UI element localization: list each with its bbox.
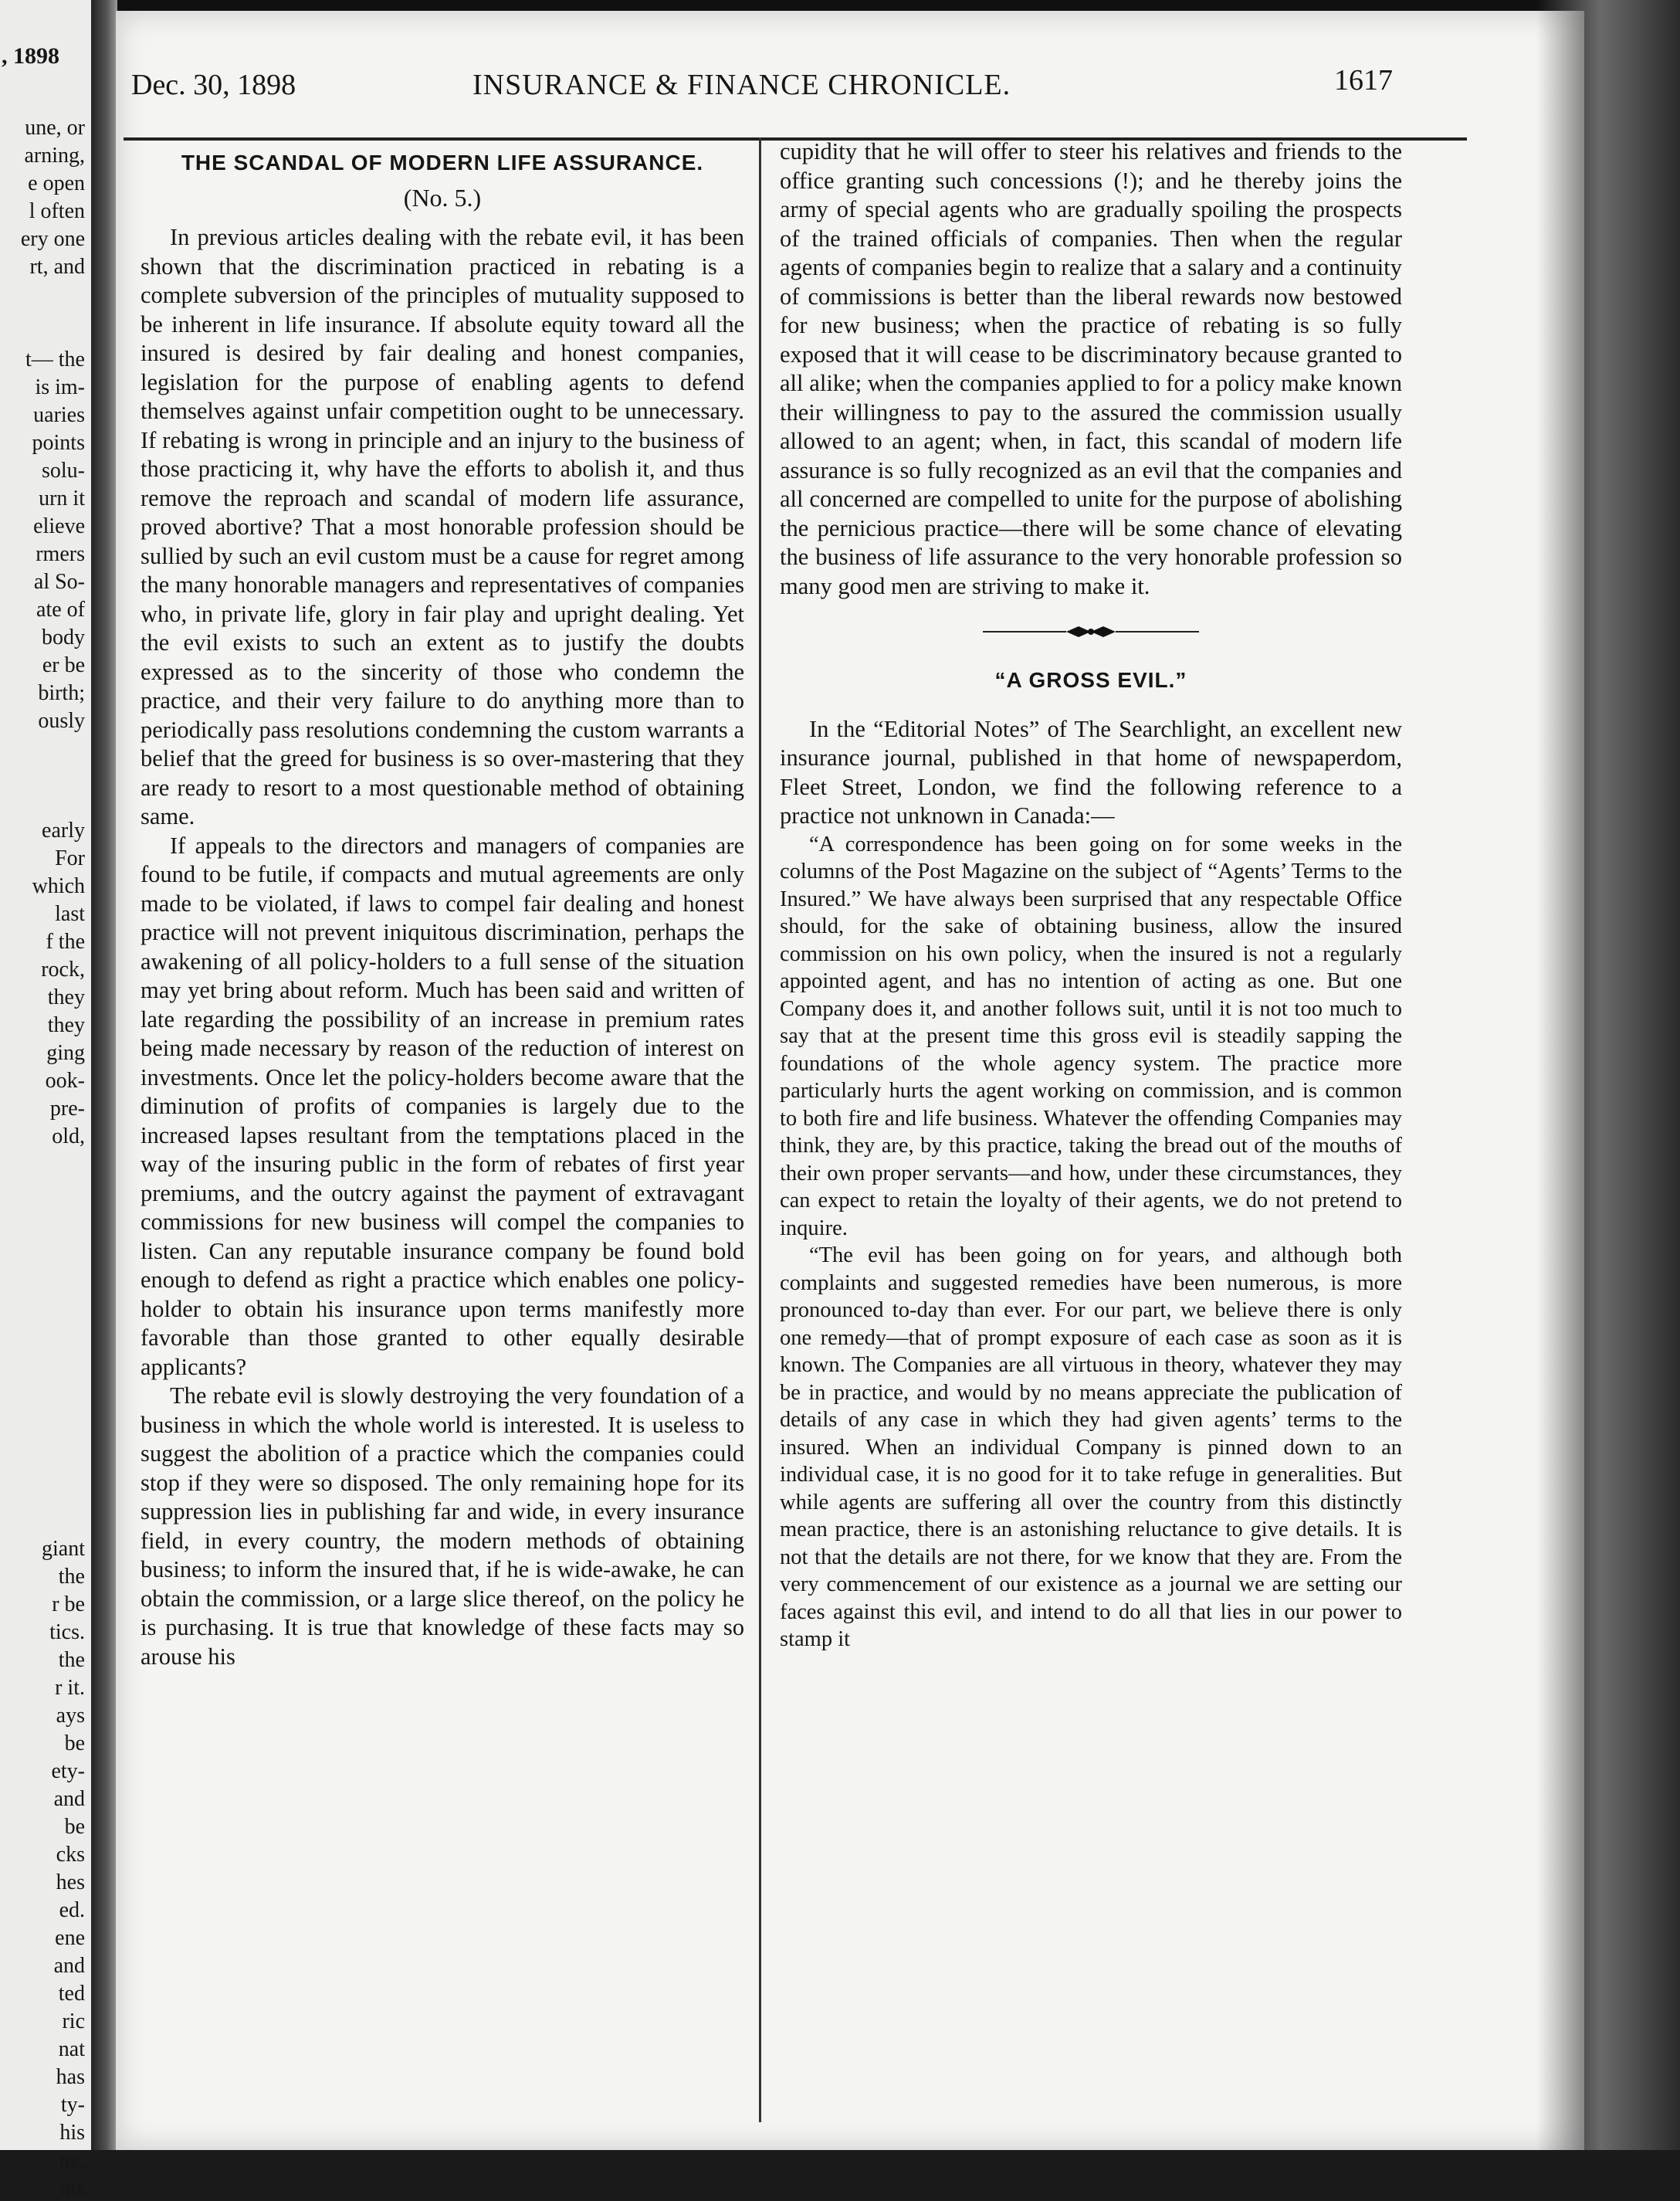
left-page-fragment: r be (52, 1592, 85, 1616)
left-page-fragment: arning, (24, 144, 85, 168)
left-page-fragment: early (42, 819, 85, 843)
left-page-fragment: and (53, 1787, 85, 1811)
left-page-fragment: ric (62, 2009, 85, 2033)
left-page-fragment: the (58, 1565, 85, 1589)
left-page-fragment: nts (59, 2176, 85, 2200)
quoted-paragraph-2: “The evil has been going on for years, and although both complaints and suggested remedies have been numerous, is more pronounced to-day than ever. For our part, we believe there is only one remedy—that of prompt exposure of each case as soon as it is known. The Companies are all virtuous in theory, whatever they may be in practice, and would by no means appreciate the publication of details of any case in which they had given agents’ terms to the insured. When an individual Company is pinned down to an individual case, it is no good for it to take refuge in generalities. But while agents are suffering all over the country from this distinctly mean practice, there is an astonishing reluctance to give details. It is not that the details are not there, for we know that they are. From the very commencement of our existence as a journal we are setting our faces against this evil, and intend to do all that lies in our power to stamp it (780, 1243, 1402, 1651)
left-page-fragment: t— the (25, 348, 85, 371)
left-page-fragment: rmers (36, 542, 85, 566)
column-right (780, 137, 1402, 1653)
left-page-fragment: hes (56, 1870, 85, 1894)
left-page-fragment: they (47, 1013, 85, 1037)
left-page-fragment: they (47, 985, 85, 1009)
left-page-fragment: is im- (35, 375, 85, 399)
left-page-fragment: birth; (38, 681, 85, 705)
left-page-fragment: pre- (49, 1097, 85, 1121)
left-page-fragment: points (32, 431, 85, 455)
left-page-fragment: ays (56, 1704, 85, 1728)
column-divider (759, 137, 761, 2122)
left-page-fragment: ed. (59, 1898, 85, 1922)
left-page-fragment: has (56, 2065, 85, 2089)
left-page-fragment: cks (56, 1843, 85, 1867)
header-journal-title: INSURANCE & FINANCE CHRONICLE. (472, 69, 1011, 101)
left-page-fragment: the (58, 1648, 85, 1672)
header-date: Dec. 30, 1898 (131, 69, 296, 101)
left-page-fragment: une, or (25, 116, 85, 140)
article-number: (No. 5.) (403, 183, 482, 212)
left-page-edge (0, 0, 96, 2200)
left-page-fragment: giant (42, 1537, 85, 1561)
section-ornament (983, 624, 1199, 639)
left-page-fragment: be (64, 1815, 85, 1839)
article-title-gross-evil: “A GROSS EVIL.” (994, 668, 1187, 692)
left-page-fragment: ging (46, 1041, 85, 1065)
left-page-fragment: For (55, 846, 85, 870)
left-page-fragment: nat (58, 2037, 85, 2061)
left-page-fragment: ate of (36, 598, 85, 622)
left-page-fragment: l often (29, 199, 85, 223)
quoted-paragraph-1: “A correspondence has been going on for some weeks in the columns of the Post Magazine on the subject of “Agents’ Terms to the Insured.” We have always been surprised that any respectable Office should, for the sake of obtaining business, allow the insured commission on his own policy, when the insured is not a regularly appointed agent, and has no intention of acting as one. But one Company does it, and another follows suit, until it is not too much to say that at the present time this gross evil is steadily sapping the foundations of the whole agency system. The practice more particularly hurts the agent working on commission, and is common to both fire and life business. Whatever the offending Companies may think, they are, by this practice, taking the bread out of the mouths of their own proper servants—and how, under these circumstances, they can expect to retain the loyalty of their agents, we do not pretend to inquire. (780, 832, 1402, 1240)
left-page-fragment: rock, (41, 958, 85, 982)
left-page-fragment: ne, (59, 2148, 85, 2172)
left-page-fragment: ously (38, 709, 85, 733)
article-paragraph-2: If appeals to the directors and managers of companies are found to be futile, if compacts and mutual agreements are only made to be violated, if laws to compel fair dealing and honest practice will not prevent iniquitous discrimination, perhaps the awakening of all policy-holders to a full sense of the situation may yet bring about reform. Much has been said and written of late regarding the possibility of an increase in premium rates being made necessary by reason of the reduction of interest on investments. Once let the policy-holders become aware that the diminution of profits of companies is largely due to the increased lapses resultant from the temptations placed in the way of the insuring public in the form of rebates of first year premiums, and the outcry against the payment of extravagant commissions for new business will compel the companies to listen. Can any reputable insurance company be found bold enough to defend as right a practice which enables one policy-holder to obtain his insurance upon terms manifestly more favorable than those granted to other equally desirable applicants? (141, 832, 744, 1380)
left-page-fragment: and (53, 1954, 85, 1978)
left-page-fragment: al So- (33, 570, 85, 594)
left-page-date-fragment: , 1898 (2, 43, 59, 69)
article-title: THE SCANDAL OF MODERN LIFE ASSURANCE. (181, 151, 704, 175)
left-page-fragment: ety- (51, 1759, 85, 1783)
left-page-fragment: e open (28, 171, 85, 195)
left-page-fragment: ery one (20, 227, 85, 251)
page-edge-shadow (1536, 0, 1680, 2150)
left-page-fragment: urn it (39, 487, 85, 510)
left-page-fragment: ene (55, 1926, 85, 1950)
left-page-fragment: er be (42, 653, 85, 677)
left-page-fragment: rt, and (29, 255, 85, 279)
left-page-fragment: f the (46, 930, 85, 954)
article-paragraph-3-continued: cupidity that he will offer to steer his relatives and friends to the office granting such concessions (!); and he thereby joins the army of special agents who are gradually spoiling the prospects of the trained officials of companies. Then when the regular agents of companies begin to realize that a salary and a continuity of commissions is better than the liberal rewards now bestowed for new business; when the practice of rebating is so fully exposed that it will cease to be discriminatory because granted to all alike; when the companies applied to for a policy make known their willingness to pay to the assured the commission usually allowed to an agent; when, in fact, this scandal of modern life assurance is so fully recognized as an evil that the companies and all concerned are compelled to unite for the purpose of abolishing the pernicious practice—there will be some chance of elevating the business of life assurance to the very honorable profession so many good men are striving to make it. (780, 138, 1402, 599)
left-page-fragment: body (42, 626, 85, 649)
left-page-fragment: last (55, 902, 85, 926)
left-page-fragment: solu- (42, 459, 85, 483)
left-page-fragment: be (64, 1731, 85, 1755)
left-page-fragment: which (32, 874, 85, 898)
left-page-fragment: ted (58, 1982, 85, 2006)
left-page-fragment: ook- (45, 1069, 85, 1093)
left-page-fragment: ty- (60, 2093, 85, 2117)
article-paragraph-3: The rebate evil is slowly destroying the very foundation of a business in which the whole world is interested. It is useless to suggest the abolition of a practice which the companies could stop if they were so disposed. The only remaining hope for its suppression lies in publishing far and wide, in every insurance field, in every country, the modern methods of obtaining business; to inform the insured that, if he is wide-awake, he can obtain the commission, or a large slice thereof, on the policy he is purchasing. It is true that knowledge of these facts may so arouse his (141, 1382, 744, 1670)
article-intro: In the “Editorial Notes” of The Searchlight, an excellent new insurance journal, published in that home of newspaperdom, Fleet Street, London, we find the following reference to a practice not unknown in Canada:— (780, 715, 1402, 829)
left-page-fragment: tics. (49, 1620, 85, 1644)
left-page-fragment: r it. (55, 1676, 85, 1700)
left-page-fragment: old, (52, 1124, 85, 1148)
left-page-fragment: elieve (33, 514, 85, 538)
left-page-fragment: his (59, 2121, 85, 2145)
article-paragraph-1: In previous articles dealing with the rebate evil, it has been shown that the discrimination practiced in rebating is a complete subversion of the principles of mutuality supposed to be inherent in life insurance. If absolute equity toward all the insured is desired by fair dealing and honest companies, legislation for the purpose of enabling agents to defend themselves against unfair competition ought to be unnecessary. If rebating is wrong in principle and an injury to the business of those practicing it, why have the efforts to abolish it, and thus remove the reproach and scandal of modern life assurance, proved abortive? That a most honorable profession should be sullied by such an evil custom must be a cause for regret among the many honorable managers and representatives of companies who, in private life, glory in fair play and upright dealing. Yet the evil exists to such an extent as to justify the doubts expressed as to the sincerity of those who condemn the practice, and their very failure to do anything more than to periodically pass resolutions condemning the custom warrants a belief that the greed for business is so over-mastering that they are ready to resort to a most questionable method of obtaining same. (141, 224, 744, 829)
book-gutter (91, 0, 117, 2150)
header-page-number: 1617 (1334, 64, 1393, 97)
left-page-fragment: uaries (33, 403, 85, 427)
column-left (141, 148, 744, 1671)
